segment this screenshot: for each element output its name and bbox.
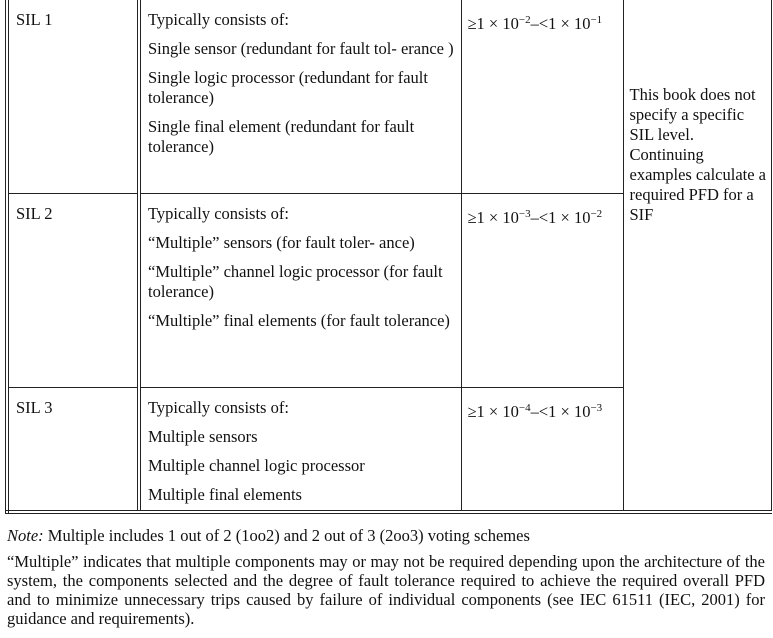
pfd-lower-exponent: −3	[518, 207, 531, 220]
sil-level: SIL 2	[16, 203, 53, 223]
table-footnote	[7, 526, 765, 628]
pfd-range-cell	[461, 387, 623, 512]
side-note-cell	[623, 0, 771, 512]
side-note: This book does not specify a specific SIL level. Continuing examples calculate a required PFD for a SIF	[629, 85, 767, 224]
note-line	[7, 526, 765, 545]
pfd-upper-exponent: −2	[590, 207, 603, 220]
component-item: Multiple sensors	[148, 426, 258, 446]
note-text: Multiple includes 1 out of 2 (1oo2) and 2 out of 3 (2oo3) voting schemes	[43, 526, 530, 545]
pfd-lower-exponent: −4	[518, 401, 531, 414]
pfd-upper-exponent: −3	[590, 401, 603, 414]
components-intro: Typically consists of:	[148, 203, 289, 223]
note-label: Note:	[7, 526, 44, 545]
components-cell	[139, 193, 461, 387]
components-cell	[139, 387, 461, 512]
sil-level-cell	[7, 193, 139, 387]
sil-level-cell	[7, 387, 139, 512]
components-intro: Typically consists of:	[148, 397, 289, 417]
sil-level: SIL 3	[16, 397, 53, 417]
component-item: Single final element (redundant for fault tolerance)	[148, 117, 415, 156]
component-item: “Multiple” channel logic processor (for fault tolerance)	[148, 261, 443, 301]
sil-table	[5, 0, 772, 514]
pfd-lower-prefix: ≥1 × 10	[467, 14, 519, 33]
pfd-range-cell	[461, 193, 623, 387]
component-item: Multiple final elements	[148, 484, 302, 504]
component-item: Single sensor (redundant for fault tol- erance )	[148, 39, 454, 58]
pfd-lower-prefix: ≥1 × 10	[467, 207, 519, 227]
pfd-range-cell	[461, 0, 623, 193]
pfd-separator: –<1 × 10	[530, 14, 591, 33]
sil-level: SIL 1	[16, 10, 53, 29]
table-row	[7, 0, 771, 193]
components-cell	[139, 0, 461, 193]
pfd-separator: –<1 × 10	[530, 401, 591, 421]
sil-level-cell	[7, 0, 139, 193]
component-item: “Multiple” sensors (for fault toler- ance)	[148, 232, 415, 252]
component-item: Single logic processor (redundant for fault tolerance)	[148, 68, 428, 107]
note-paragraph: “Multiple” indicates that multiple components may or may not be required depending upon the architecture of the system, the components selected and the degree of fault tolerance required to achieve the required overall PFD and to minimize unnecessary trips caused by failure of individual components (see IEC 61511 (IEC, 2001) for guidance and requirements).	[7, 552, 765, 628]
pfd-upper-exponent: −1	[590, 14, 603, 26]
components-intro: Typically consists of:	[148, 10, 289, 29]
pfd-lower-prefix: ≥1 × 10	[467, 401, 519, 421]
component-item: Multiple channel logic processor	[148, 455, 365, 475]
pfd-lower-exponent: −2	[518, 14, 531, 26]
pfd-separator: –<1 × 10	[530, 207, 591, 227]
component-item: “Multiple” final elements (for fault tolerance)	[148, 310, 450, 330]
